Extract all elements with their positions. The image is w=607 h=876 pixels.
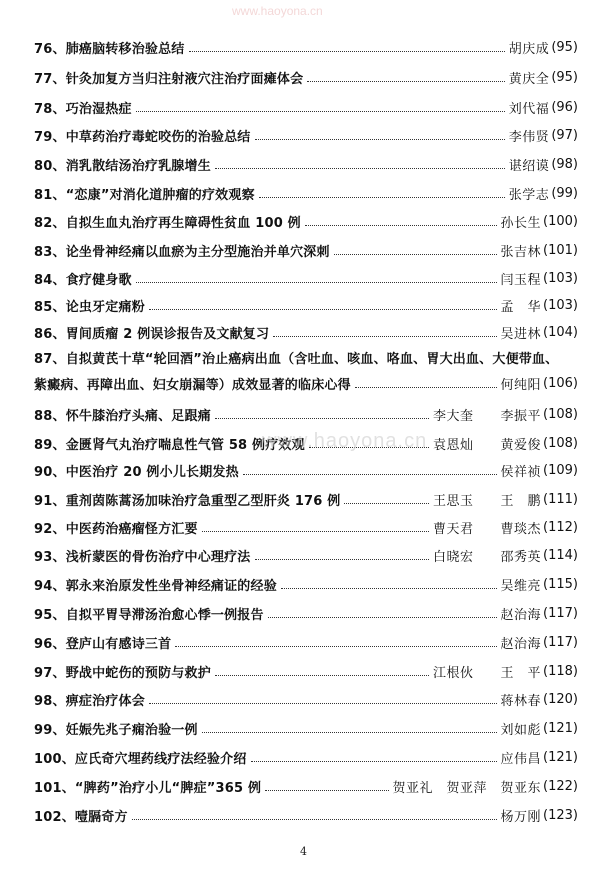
- toc-entry-author: 王思玉 王 鹏: [433, 493, 542, 509]
- dot-leader: [243, 474, 497, 475]
- toc-entry-page: (104): [543, 324, 578, 340]
- toc-entry-author: 侯祥祯: [500, 464, 542, 480]
- toc-entry-page: (122): [543, 778, 578, 794]
- dot-leader: [268, 617, 497, 618]
- toc-entry-title: 82、自拟生血丸治疗再生障碍性贫血 100 例: [34, 215, 301, 231]
- toc-entry: [34, 713, 578, 743]
- toc-entry-author: 吴维亮: [500, 578, 542, 594]
- toc-entry-page: (100): [543, 213, 578, 229]
- toc-entry: [34, 656, 578, 686]
- toc-entry-page: (98): [551, 156, 578, 172]
- toc-entry: [34, 540, 578, 570]
- toc-entry-author: 应伟昌: [500, 751, 542, 767]
- toc-entry-author: 曹天君 曹琰杰: [433, 521, 542, 537]
- toc-entry: [34, 800, 578, 830]
- toc-entry-title: 88、怀牛膝治疗头痛、足跟痛: [34, 408, 211, 424]
- toc-entry: [34, 512, 578, 542]
- toc-entry-title: 76、肺癌脑转移治验总结: [34, 41, 185, 57]
- toc-entry-page: (95): [551, 69, 578, 85]
- toc-entry-page: (103): [543, 270, 578, 286]
- dot-leader: [215, 168, 505, 169]
- toc-entry-author: 何纯阳: [500, 377, 542, 393]
- dot-leader: [251, 761, 497, 762]
- toc-entry-author: 谌绍谟: [508, 158, 550, 174]
- toc-entry: [34, 484, 578, 514]
- toc-entry-author: 刘如彪: [500, 722, 542, 738]
- toc-entry-title: 99、妊娠先兆子痫治验一例: [34, 722, 198, 738]
- toc-entry: [34, 92, 578, 122]
- dot-leader: [307, 81, 505, 82]
- toc-entry-title: 96、登庐山有感诗三首: [34, 636, 172, 652]
- toc-entry-page: (117): [543, 605, 578, 621]
- toc-entry-author: 黄庆全: [508, 71, 550, 87]
- toc-entry: [34, 120, 578, 150]
- dot-leader: [255, 139, 505, 140]
- toc-entry: [34, 290, 578, 320]
- toc-entry-page: (109): [543, 462, 578, 478]
- toc-entry: [34, 569, 578, 599]
- toc-entry: [34, 263, 578, 293]
- toc-entry-title: 79、中草药治疗毒蛇咬伤的治验总结: [34, 129, 251, 145]
- dot-leader: [334, 254, 497, 255]
- toc-entry-title: 90、中医治疗 20 例小儿长期发热: [34, 464, 239, 480]
- toc-entry: [34, 317, 578, 347]
- toc-entry-page: (114): [543, 547, 578, 563]
- toc-entry-title: 97、野战中蛇伤的预防与救护: [34, 665, 211, 681]
- toc-entry: [34, 627, 578, 657]
- toc-entry-author: 蒋林春: [500, 693, 542, 709]
- toc-entry-page: (121): [543, 749, 578, 765]
- dot-leader: [202, 531, 429, 532]
- toc-entry: [34, 455, 578, 485]
- toc-entry-page: (123): [543, 807, 578, 823]
- dot-leader: [189, 51, 505, 52]
- dot-leader: [355, 387, 497, 388]
- toc-entry-title-continued: 紫癜病、再障出血、妇女崩漏等）成效显著的临床心得: [34, 377, 351, 393]
- toc-entry-title: 83、论坐骨神经痛以血瘀为主分型施治并单穴深刺: [34, 244, 330, 260]
- page-number: 4: [300, 845, 307, 858]
- toc-entry-author: 杨万刚: [500, 809, 542, 825]
- toc-entry-page: (96): [551, 99, 578, 115]
- toc-entry-author: 吴进林: [500, 326, 542, 342]
- toc-entry: [34, 684, 578, 714]
- toc-entry-page: (103): [543, 297, 578, 313]
- dot-leader: [136, 111, 505, 112]
- dot-leader: [215, 418, 429, 419]
- toc-entry-page: (118): [543, 663, 578, 679]
- toc-entry-title: 100、应氏奇穴埋药线疗法经验介绍: [34, 751, 247, 767]
- toc-entry-author: 张吉林: [500, 244, 542, 260]
- dot-leader: [149, 703, 497, 704]
- toc-entry-title: 93、浅析蒙医的骨伤治疗中心理疗法: [34, 549, 251, 565]
- toc-entry-title: 94、郭永来治原发性坐骨神经痛证的经验: [34, 578, 277, 594]
- toc-entry-page: (120): [543, 691, 578, 707]
- toc-entry-title: 85、论虫牙定痛粉: [34, 299, 145, 315]
- toc-entry-page: (95): [551, 39, 578, 55]
- toc-entry-author: 赵治海: [500, 607, 542, 623]
- toc-entry: [34, 771, 578, 801]
- toc-entry: [34, 206, 578, 236]
- toc-entry-author: 孟 华: [500, 299, 542, 315]
- toc-entry-author: 闫玉程: [500, 272, 542, 288]
- toc-entry: [34, 235, 578, 265]
- toc-entry: [34, 399, 578, 429]
- toc-entry-title: 81、“恋康”对消化道肿瘤的疗效观察: [34, 187, 255, 203]
- dot-leader: [202, 732, 497, 733]
- dot-leader: [281, 588, 497, 589]
- toc-entry-author: 张学志: [508, 187, 550, 203]
- toc-entry-author: 江根伙 王 平: [433, 665, 542, 681]
- top-watermark: www.haoyona.cn: [232, 4, 323, 18]
- toc-entry-title: 102、噎膈奇方: [34, 809, 128, 825]
- dot-leader: [255, 559, 430, 560]
- toc-entry-title: 101、“脾药”治疗小儿“脾症”365 例: [34, 780, 262, 796]
- toc-entry: [34, 598, 578, 628]
- toc-entry-author: 白晓宏 邵秀英: [433, 549, 542, 565]
- toc-entry-page: (108): [543, 435, 578, 451]
- toc-entry-author: 袁恩灿 黄爱俊: [433, 437, 542, 453]
- dot-leader: [259, 197, 505, 198]
- toc-entry-title: 91、重剂茵陈蒿汤加味治疗急重型乙型肝炎 176 例: [34, 493, 341, 509]
- toc-entry-page: (97): [551, 127, 578, 143]
- toc-entry: [34, 742, 578, 772]
- toc-entry-title: 78、巧治湿热症: [34, 101, 132, 117]
- dot-leader: [344, 503, 429, 504]
- dot-leader: [149, 309, 497, 310]
- dot-leader: [265, 790, 388, 791]
- toc-entry-page: (99): [551, 185, 578, 201]
- toc-entry-author: 李伟贤: [508, 129, 550, 145]
- dot-leader: [136, 282, 497, 283]
- toc-entry-page: (112): [543, 519, 578, 535]
- toc-entry-page: (117): [543, 634, 578, 650]
- dot-leader: [273, 336, 496, 337]
- toc-entry-title: 84、食疗健身歌: [34, 272, 132, 288]
- toc-entry-author: 李大奎 李振平: [433, 408, 542, 424]
- toc-entry-page: (111): [543, 491, 578, 507]
- toc-entry-title: 80、消乳散结汤治疗乳腺增生: [34, 158, 211, 174]
- dot-leader: [215, 675, 429, 676]
- dot-leader: [305, 225, 497, 226]
- toc-entry-title: 86、胃间质瘤 2 例误诊报告及文献复习: [34, 326, 270, 342]
- toc-entry-page: (108): [543, 406, 578, 422]
- toc-entry-page: (121): [543, 720, 578, 736]
- toc-entry-author: 刘代福: [508, 101, 550, 117]
- toc-entry-title: 95、自拟平胃导滞汤治愈心悸一例报告: [34, 607, 264, 623]
- toc-entry-title: 92、中医药治癌瘤怪方汇要: [34, 521, 198, 537]
- toc-entry-author: 贺亚礼 贺亚萍 贺亚东: [392, 780, 542, 796]
- toc-entry-title: 98、痹症治疗体会: [34, 693, 145, 709]
- toc-entry-page: (106): [543, 375, 578, 391]
- dot-leader: [132, 819, 497, 820]
- toc-entry: [34, 149, 578, 179]
- toc-entry-author: 胡庆成: [508, 41, 550, 57]
- toc-entry-title: 77、针灸加复方当归注射液穴注治疗面瘫体会: [34, 71, 304, 87]
- toc-entry-page: (115): [543, 576, 578, 592]
- toc-entry: [34, 178, 578, 208]
- toc-entry: [34, 32, 578, 62]
- toc-entry-page: (101): [543, 242, 578, 258]
- toc-entry: [34, 62, 578, 92]
- toc-entry-author: 孙长生: [500, 215, 542, 231]
- toc-entry-author: 赵治海: [500, 636, 542, 652]
- watermark: www.haoyona.cn: [262, 430, 428, 452]
- toc-entry-title: 89、金匮肾气丸治疗喘息性气管 58 例疗效观: [34, 437, 305, 453]
- toc-entry-title: 87、自拟黄芪十草“轮回酒”治止癌病出血（含吐血、咳血、咯血、胃大出血、大便带血、: [34, 351, 559, 367]
- dot-leader: [175, 646, 496, 647]
- toc-entry: [34, 344, 578, 396]
